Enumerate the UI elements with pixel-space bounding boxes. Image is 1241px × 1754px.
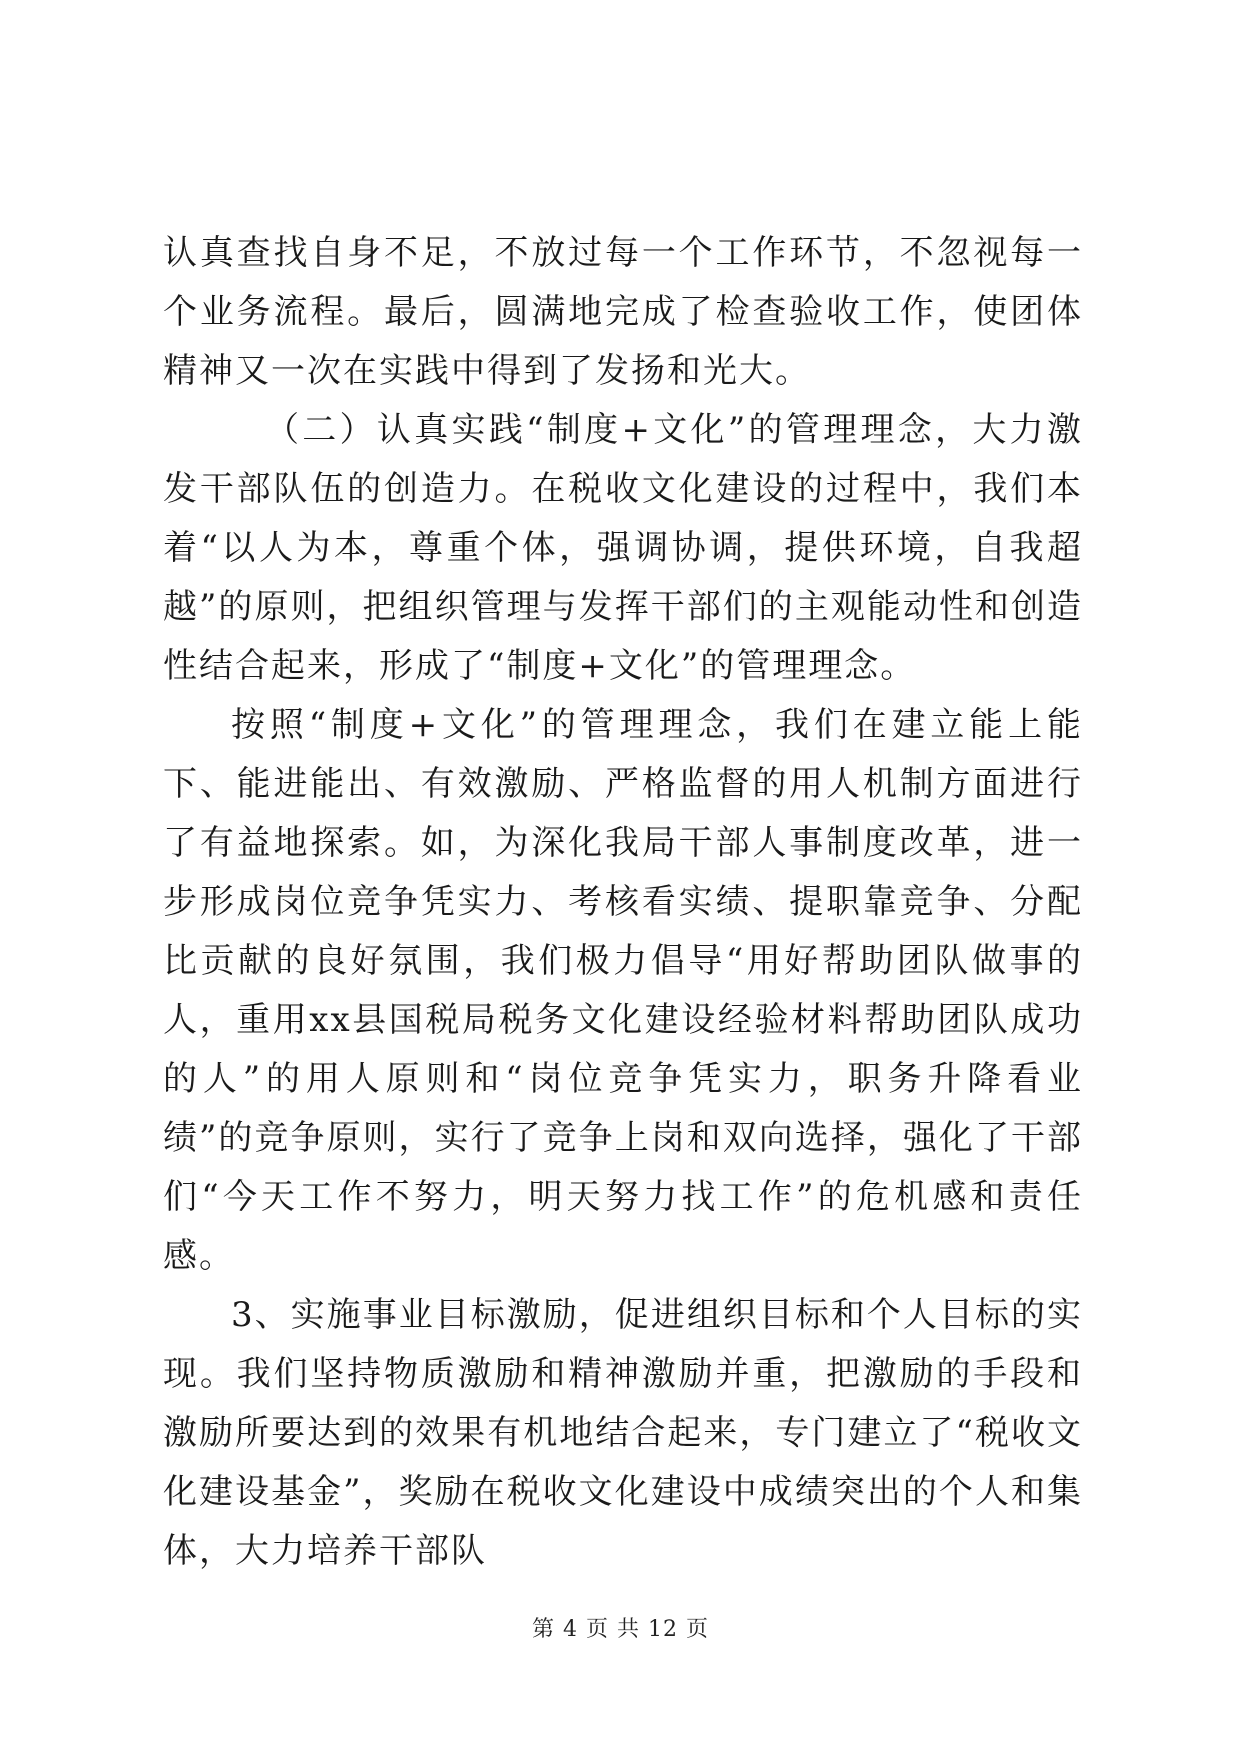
body-text <box>163 224 1083 1581</box>
paragraph-section-two: （二）认真实践“制度+文化”的管理理念，大力激发干部队伍的创造力。在税收文化建设的过程中，我们本着“以人为本，尊重个体，强调协调，提供环境，自我超越”的原则，把组织管理与发挥干部们的主观能动性和创造性结合起来，形成了“制度+文化”的管理理念。 <box>163 410 1083 686</box>
paragraph-management-concept: 按照“制度+文化”的管理理念，我们在建立能上能下、能进能出、有效激励、严格监督的用人机制方面进行了有益地探索。如，为深化我局干部人事制度改革，进一步形成岗位竞争凭实力、考核看实绩、提职靠竞争、分配比贡献的良好氛围，我们极力倡导“用好帮助团队做事的人，重用xx县国税局税务文化建设经验材料帮助团队成功的人”的用人原则和“岗位竞争凭实力，职务升降看业绩”的竞争原则，实行了竞争上岗和双向选择，强化了干部们“今天工作不努力，明天努力找工作”的危机感和责任感。 <box>163 705 1083 1276</box>
paragraph-item-three: 3、实施事业目标激励，促进组织目标和个人目标的实现。我们坚持物质激励和精神激励并重，把激励的手段和激励所要达到的效果有机地结合起来，专门建立了“税收文化建设基金”，奖励在税收文化建设中成绩突出的个人和集体，大力培养干部队 <box>163 1295 1083 1571</box>
paragraph-continuation: 认真查找自身不足，不放过每一个工作环节，不忽视每一个业务流程。最后，圆满地完成了检查验收工作，使团体精神又一次在实践中得到了发扬和光大。 <box>163 233 1083 391</box>
page-number: 第 4 页 共 12 页 <box>532 1617 709 1642</box>
page-footer <box>0 1612 1241 1643</box>
